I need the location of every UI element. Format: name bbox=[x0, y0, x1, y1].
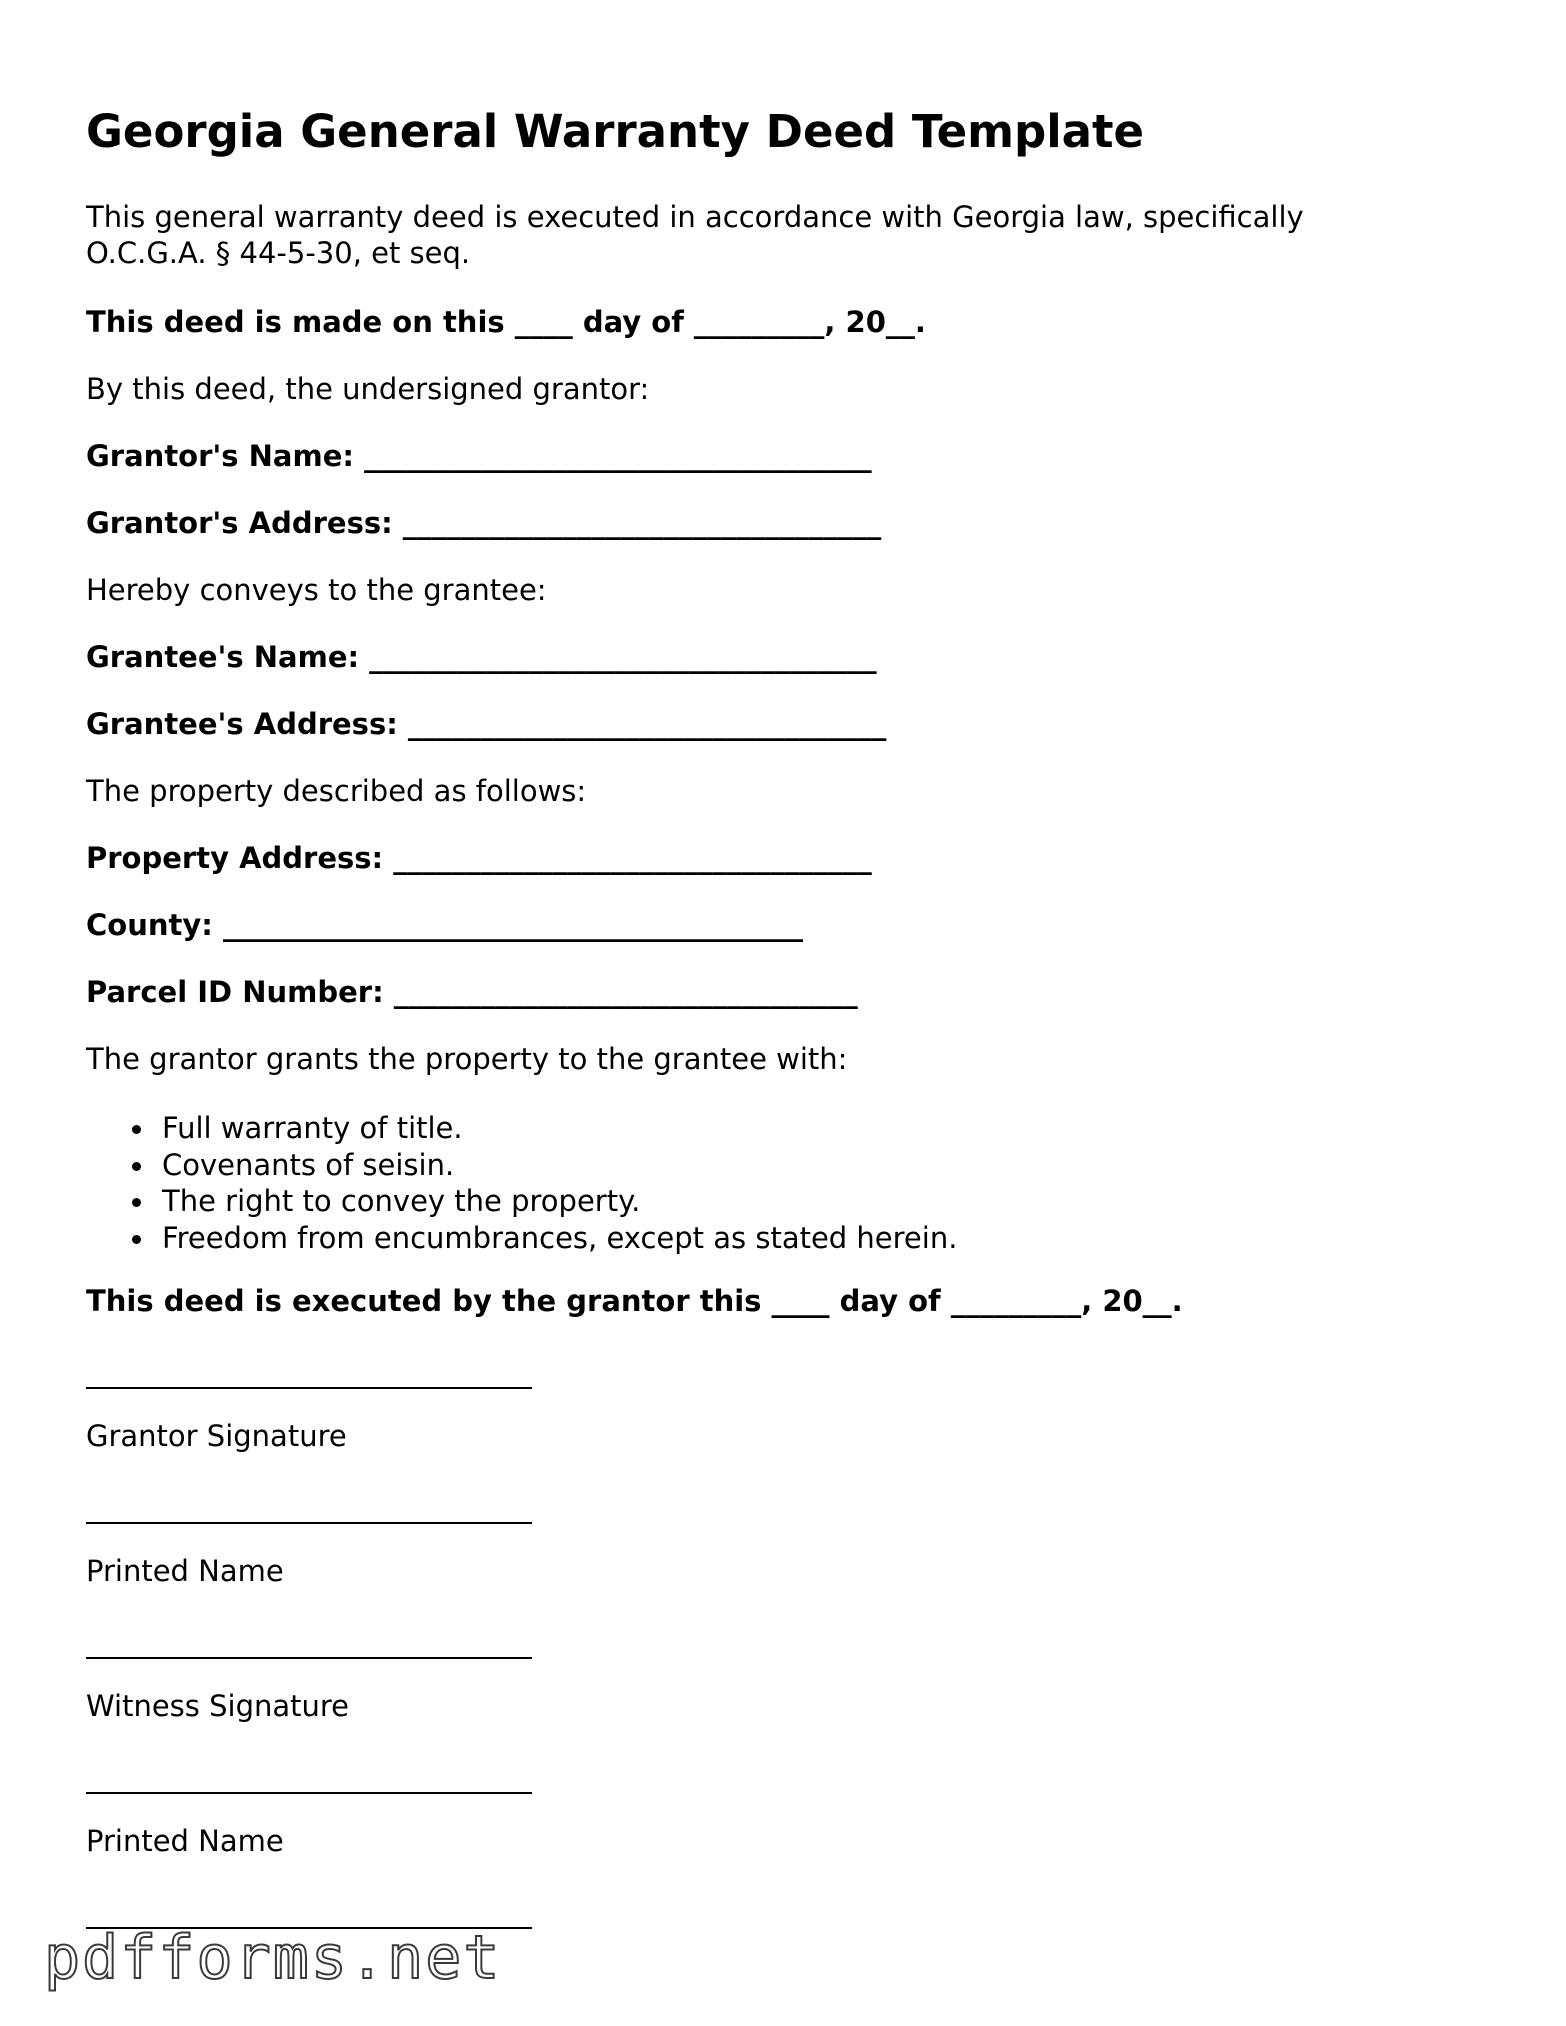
grants-intro-text: The grantor grants the property to the grantee with: bbox=[86, 1042, 848, 1076]
grantor-printed-name-label: Printed Name bbox=[86, 1554, 284, 1588]
grantor-name-field: Grantor's Name: ___________________________________ bbox=[86, 439, 872, 473]
execution-date-line: This deed is executed by the grantor this ____ day of _________, 20__. bbox=[86, 1284, 1183, 1318]
grantee-address-field: Grantee's Address: _________________________________ bbox=[86, 707, 887, 741]
conveys-text: Hereby conveys to the grantee: bbox=[86, 573, 547, 607]
watermark-logo: pdfforms.net bbox=[44, 1923, 502, 1993]
list-item: The right to convey the property. bbox=[162, 1183, 957, 1220]
grantee-name-field: Grantee's Name: ___________________________________ bbox=[86, 640, 877, 674]
intro-paragraph: This general warranty deed is executed in accordance with Georgia law, specifically O.C.G.A. § 44-5-30, et seq. bbox=[86, 200, 1304, 270]
witness-printed-name-line bbox=[86, 1792, 532, 1794]
property-described-text: The property described as follows: bbox=[86, 774, 587, 808]
witness-signature-label: Witness Signature bbox=[86, 1689, 350, 1723]
list-item: Freedom from encumbrances, except as stated herein. bbox=[162, 1220, 958, 1255]
grantor-signature-label: Grantor Signature bbox=[86, 1419, 347, 1453]
property-address-field: Property Address: _________________________________ bbox=[86, 841, 872, 875]
by-this-deed-text: By this deed, the undersigned grantor: bbox=[86, 372, 650, 406]
grantor-signature-line bbox=[86, 1387, 532, 1389]
deed-date-line: This deed is made on this ____ day of _________, 20__. bbox=[86, 305, 926, 339]
list-item: Covenants of seisin. bbox=[162, 1147, 957, 1184]
list-item: Full warranty of title. bbox=[162, 1110, 957, 1147]
county-field: County: ________________________________________ bbox=[86, 908, 803, 942]
page-title: Georgia General Warranty Deed Template bbox=[86, 105, 1145, 158]
witness-printed-name-label: Printed Name bbox=[86, 1824, 284, 1858]
witness-signature-line bbox=[86, 1657, 532, 1659]
parcel-id-field: Parcel ID Number: ________________________________ bbox=[86, 975, 858, 1009]
grantor-printed-name-line bbox=[86, 1522, 532, 1524]
grantor-address-field: Grantor's Address: _________________________________ bbox=[86, 506, 882, 540]
grants-list bbox=[86, 1110, 957, 1256]
